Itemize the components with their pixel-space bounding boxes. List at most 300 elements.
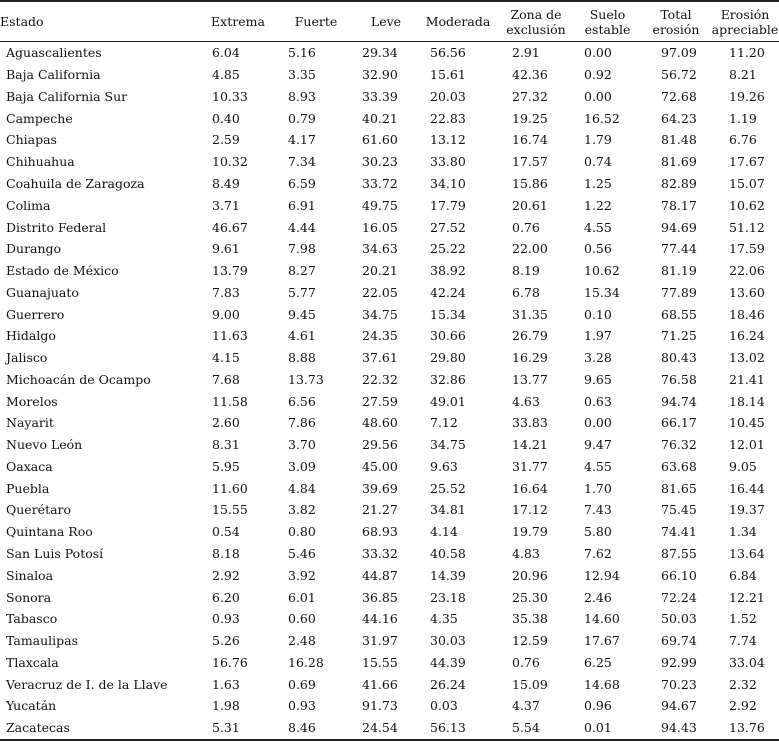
value-cell-suelo-estable: 0.01 [574, 717, 641, 740]
table-row [0, 64, 779, 86]
value-cell-extrema: 1.63 [212, 676, 240, 692]
value-cell-zona-de-exclusion: 20.96 [512, 567, 548, 583]
value-cell-suelo-estable: 9.47 [584, 437, 612, 453]
table-row [0, 717, 779, 740]
table-row [0, 456, 779, 478]
value-cell-extrema: 0.93 [212, 611, 240, 627]
value-cell-moderada: 13.12 [430, 132, 466, 148]
value-cell-leve: 44.87 [362, 567, 398, 583]
value-cell-fuerte: 8.93 [288, 88, 316, 104]
state-name-cell: Baja California [6, 67, 101, 83]
table-row [0, 86, 779, 108]
value-cell-zona-de-exclusion: 14.21 [512, 437, 548, 453]
column-header-leve: Leve [354, 1, 418, 42]
value-cell-fuerte: 9.45 [288, 306, 316, 322]
value-cell-total-erosion: 64.23 [661, 110, 697, 126]
value-cell-fuerte: 4.44 [288, 219, 316, 235]
value-cell-extrema: 5.26 [212, 633, 240, 649]
value-cell-leve: 44.16 [362, 611, 398, 627]
table-row [0, 303, 779, 325]
column-header-extrema: Extrema [198, 1, 278, 42]
value-cell-fuerte: 6.91 [288, 197, 316, 213]
table-row [0, 42, 779, 64]
value-cell-fuerte: 5.77 [288, 284, 316, 300]
state-name-cell: Veracruz de I. de la Llave [6, 676, 168, 692]
value-cell-suelo-estable: 0.96 [584, 698, 612, 714]
table-row [0, 281, 779, 303]
value-cell-extrema: 15.55 [212, 502, 248, 518]
value-cell-leve: 41.66 [362, 676, 398, 692]
value-cell-moderada: 34.75 [430, 437, 466, 453]
value-cell-leve: 20.21 [362, 263, 398, 279]
value-cell-erosion-apreciable: 1.19 [729, 110, 757, 126]
value-cell-fuerte: 0.79 [288, 110, 316, 126]
value-cell-leve: 33.32 [362, 545, 398, 561]
value-cell-zona-de-exclusion: 8.19 [512, 263, 540, 279]
value-cell-suelo-estable: 12.94 [584, 567, 620, 583]
value-cell-zona-de-exclusion: 35.38 [512, 611, 548, 627]
value-cell-moderada: 20.03 [430, 88, 466, 104]
value-cell-extrema: 8.18 [212, 545, 240, 561]
state-name-cell: Michoacán de Ocampo [6, 371, 151, 387]
value-cell-zona-de-exclusion: 4.83 [512, 545, 540, 561]
value-cell-moderada: 15.34 [430, 306, 466, 322]
value-cell-suelo-estable: 0.00 [584, 415, 612, 431]
value-cell-erosion-apreciable: 51.12 [729, 219, 765, 235]
value-cell-moderada: 14.39 [430, 567, 466, 583]
state-name-cell: Durango [6, 241, 62, 257]
value-cell-erosion-apreciable: 8.21 [729, 67, 757, 83]
value-cell-total-erosion: 77.44 [661, 241, 697, 257]
value-cell-total-erosion: 56.72 [661, 67, 697, 83]
table-body [0, 42, 779, 740]
state-name-cell: Tabasco [6, 611, 58, 627]
value-cell-fuerte: 0.60 [288, 611, 316, 627]
value-cell-leve: 36.85 [362, 589, 398, 605]
value-cell-erosion-apreciable: 16.24 [729, 328, 765, 344]
state-name-cell: Oaxaca [6, 458, 53, 474]
value-cell-erosion-apreciable: 21.41 [729, 371, 765, 387]
value-cell-moderada: 17.79 [430, 197, 466, 213]
value-cell-extrema: 5.95 [212, 458, 240, 474]
state-name-cell: Baja California Sur [6, 88, 128, 104]
state-name-cell: San Luis Potosí [6, 545, 104, 561]
value-cell-leve: 24.35 [362, 328, 398, 344]
value-cell-moderada: 32.86 [430, 371, 466, 387]
value-cell-fuerte: 8.27 [288, 263, 316, 279]
column-header-fuerte: Fuerte [278, 1, 354, 42]
value-cell-moderada: 0.03 [430, 698, 458, 714]
table-row [0, 477, 779, 499]
table-header [0, 1, 779, 42]
table-row [0, 151, 779, 173]
value-cell-moderada: 44.39 [430, 654, 466, 670]
column-header-estado: Estado [0, 1, 198, 42]
value-cell-zona-de-exclusion: 17.12 [512, 502, 548, 518]
value-cell-fuerte: 7.98 [288, 241, 316, 257]
table-row [0, 173, 779, 195]
value-cell-suelo-estable: 15.34 [584, 284, 620, 300]
value-cell-erosion-apreciable: 13.64 [729, 545, 765, 561]
value-cell-fuerte: 0.93 [288, 698, 316, 714]
value-cell-leve: 22.32 [362, 371, 398, 387]
value-cell-zona-de-exclusion: 6.78 [512, 284, 540, 300]
state-name-cell: Nuevo León [6, 437, 83, 453]
value-cell-erosion-apreciable: 6.84 [729, 567, 757, 583]
value-cell-total-erosion: 81.19 [661, 263, 697, 279]
table-row [0, 608, 779, 630]
value-cell-leve: 30.23 [362, 154, 398, 170]
value-cell-leve: 68.93 [362, 524, 398, 540]
value-cell-fuerte: 6.59 [288, 175, 316, 191]
value-cell-erosion-apreciable: 7.74 [729, 633, 757, 649]
state-name-cell: Coahuila de Zaragoza [6, 175, 145, 191]
value-cell-suelo-estable: 2.46 [584, 589, 612, 605]
value-cell-extrema: 8.49 [212, 175, 240, 191]
value-cell-suelo-estable: 0.74 [584, 154, 612, 170]
value-cell-fuerte: 3.09 [288, 458, 316, 474]
value-cell-zona-de-exclusion: 26.79 [512, 328, 548, 344]
value-cell-extrema: 4.15 [212, 350, 240, 366]
value-cell-total-erosion: 81.48 [661, 132, 697, 148]
table-row [0, 238, 779, 260]
value-cell-extrema: 9.61 [212, 241, 240, 257]
value-cell-fuerte: 2.48 [288, 633, 316, 649]
value-cell-suelo-estable: 10.62 [584, 263, 620, 279]
value-cell-zona-de-exclusion: 22.00 [512, 241, 548, 257]
state-name-cell: Chiapas [6, 132, 57, 148]
value-cell-zona-de-exclusion: 20.61 [512, 197, 548, 213]
value-cell-extrema: 11.58 [212, 393, 248, 409]
value-cell-moderada: 4.14 [430, 524, 458, 540]
value-cell-zona-de-exclusion: 4.37 [512, 698, 540, 714]
value-cell-fuerte: 3.70 [288, 437, 316, 453]
value-cell-moderada: 29.80 [430, 350, 466, 366]
value-cell-leve: 45.00 [362, 458, 398, 474]
state-name-cell: Chihuahua [6, 154, 75, 170]
value-cell-erosion-apreciable: 13.76 [711, 717, 779, 740]
value-cell-extrema: 2.92 [212, 567, 240, 583]
state-name-cell: Tamaulipas [6, 633, 79, 649]
state-name-cell: Querétaro [6, 502, 72, 518]
state-name-cell: Zacatecas [0, 717, 198, 740]
column-header-suelo-estable: Suelo estable [574, 1, 641, 42]
value-cell-extrema: 0.40 [212, 110, 240, 126]
value-cell-suelo-estable: 0.00 [584, 45, 612, 61]
value-cell-suelo-estable: 0.92 [584, 67, 612, 83]
value-cell-leve: 21.27 [362, 502, 398, 518]
value-cell-moderada: 34.10 [430, 175, 466, 191]
value-cell-erosion-apreciable: 6.76 [729, 132, 757, 148]
value-cell-leve: 61.60 [362, 132, 398, 148]
value-cell-total-erosion: 70.23 [661, 676, 697, 692]
value-cell-extrema: 7.68 [212, 371, 240, 387]
value-cell-leve: 32.90 [362, 67, 398, 83]
value-cell-leve: 33.72 [362, 175, 398, 191]
value-cell-leve: 22.05 [362, 284, 398, 300]
value-cell-fuerte: 13.73 [288, 371, 324, 387]
state-name-cell: Tlaxcala [6, 654, 59, 670]
value-cell-extrema: 10.33 [212, 88, 248, 104]
value-cell-erosion-apreciable: 1.52 [729, 611, 757, 627]
value-cell-leve: 24.54 [354, 717, 418, 740]
value-cell-total-erosion: 81.69 [661, 154, 697, 170]
value-cell-total-erosion: 50.03 [661, 611, 697, 627]
value-cell-erosion-apreciable: 17.59 [729, 241, 765, 257]
table-row [0, 651, 779, 673]
value-cell-suelo-estable: 1.22 [584, 197, 612, 213]
state-name-cell: Hidalgo [6, 328, 56, 344]
value-cell-extrema: 46.67 [212, 219, 248, 235]
value-cell-leve: 91.73 [362, 698, 398, 714]
value-cell-fuerte: 4.17 [288, 132, 316, 148]
value-cell-extrema: 11.63 [212, 328, 248, 344]
table-row [0, 630, 779, 652]
value-cell-moderada: 7.12 [430, 415, 458, 431]
value-cell-erosion-apreciable: 16.44 [729, 480, 765, 496]
value-cell-extrema: 13.79 [212, 263, 248, 279]
value-cell-erosion-apreciable: 2.92 [729, 698, 757, 714]
value-cell-zona-de-exclusion: 16.64 [512, 480, 548, 496]
value-cell-extrema: 9.00 [212, 306, 240, 322]
value-cell-fuerte: 0.69 [288, 676, 316, 692]
value-cell-leve: 39.69 [362, 480, 398, 496]
value-cell-extrema: 3.71 [212, 197, 240, 213]
value-cell-leve: 29.34 [362, 45, 398, 61]
value-cell-zona-de-exclusion: 2.91 [512, 45, 540, 61]
value-cell-leve: 40.21 [362, 110, 398, 126]
value-cell-moderada: 4.35 [430, 611, 458, 627]
value-cell-leve: 34.63 [362, 241, 398, 257]
value-cell-fuerte: 6.01 [288, 589, 316, 605]
value-cell-total-erosion: 78.17 [661, 197, 697, 213]
table-row [0, 107, 779, 129]
value-cell-zona-de-exclusion: 0.76 [512, 219, 540, 235]
column-header-total-erosion: Total erosión [641, 1, 711, 42]
value-cell-extrema: 11.60 [212, 480, 248, 496]
table-row [0, 564, 779, 586]
table-row [0, 586, 779, 608]
value-cell-leve: 15.55 [362, 654, 398, 670]
table-row [0, 129, 779, 151]
value-cell-erosion-apreciable: 11.20 [729, 45, 765, 61]
table-row [0, 434, 779, 456]
value-cell-extrema: 4.85 [212, 67, 240, 83]
value-cell-suelo-estable: 7.62 [584, 545, 612, 561]
value-cell-moderada: 34.81 [430, 502, 466, 518]
state-name-cell: Yucatán [6, 698, 57, 714]
value-cell-zona-de-exclusion: 16.29 [512, 350, 548, 366]
value-cell-extrema: 10.32 [212, 154, 248, 170]
value-cell-zona-de-exclusion: 15.86 [512, 175, 548, 191]
value-cell-moderada: 23.18 [430, 589, 466, 605]
value-cell-fuerte: 5.16 [288, 45, 316, 61]
value-cell-total-erosion: 81.65 [661, 480, 697, 496]
value-cell-zona-de-exclusion: 16.74 [512, 132, 548, 148]
table-row [0, 412, 779, 434]
value-cell-total-erosion: 94.74 [661, 393, 697, 409]
state-name-cell: Distrito Federal [6, 219, 107, 235]
value-cell-total-erosion: 68.55 [661, 306, 697, 322]
state-name-cell: Estado de México [6, 263, 119, 279]
value-cell-erosion-apreciable: 1.34 [729, 524, 757, 540]
value-cell-zona-de-exclusion: 31.35 [512, 306, 548, 322]
value-cell-suelo-estable: 1.70 [584, 480, 612, 496]
value-cell-suelo-estable: 4.55 [584, 219, 612, 235]
value-cell-fuerte: 8.46 [278, 717, 354, 740]
value-cell-total-erosion: 71.25 [661, 328, 697, 344]
table-row [0, 499, 779, 521]
table-row [0, 347, 779, 369]
state-name-cell: Guanajuato [6, 284, 79, 300]
value-cell-total-erosion: 97.09 [661, 45, 697, 61]
value-cell-erosion-apreciable: 13.02 [729, 350, 765, 366]
value-cell-fuerte: 3.92 [288, 567, 316, 583]
value-cell-total-erosion: 94.69 [661, 219, 697, 235]
value-cell-erosion-apreciable: 12.21 [729, 589, 765, 605]
value-cell-erosion-apreciable: 13.60 [729, 284, 765, 300]
value-cell-suelo-estable: 7.43 [584, 502, 612, 518]
value-cell-moderada: 26.24 [430, 676, 466, 692]
value-cell-extrema: 2.60 [212, 415, 240, 431]
state-name-cell: Aguascalientes [6, 45, 102, 61]
value-cell-fuerte: 3.82 [288, 502, 316, 518]
value-cell-zona-de-exclusion: 27.32 [512, 88, 548, 104]
value-cell-moderada: 38.92 [430, 263, 466, 279]
value-cell-total-erosion: 94.67 [661, 698, 697, 714]
value-cell-suelo-estable: 16.52 [584, 110, 620, 126]
value-cell-fuerte: 3.35 [288, 67, 316, 83]
value-cell-suelo-estable: 0.56 [584, 241, 612, 257]
value-cell-moderada: 30.03 [430, 633, 466, 649]
state-name-cell: Jalisco [6, 350, 48, 366]
value-cell-leve: 27.59 [362, 393, 398, 409]
value-cell-extrema: 0.54 [212, 524, 240, 540]
value-cell-erosion-apreciable: 2.32 [729, 676, 757, 692]
value-cell-moderada: 25.52 [430, 480, 466, 496]
value-cell-total-erosion: 76.58 [661, 371, 697, 387]
table-row [0, 194, 779, 216]
value-cell-erosion-apreciable: 10.62 [729, 197, 765, 213]
value-cell-zona-de-exclusion: 19.25 [512, 110, 548, 126]
value-cell-moderada: 56.56 [430, 45, 466, 61]
value-cell-fuerte: 4.61 [288, 328, 316, 344]
value-cell-extrema: 2.59 [212, 132, 240, 148]
value-cell-suelo-estable: 5.80 [584, 524, 612, 540]
value-cell-erosion-apreciable: 33.04 [729, 654, 765, 670]
value-cell-fuerte: 0.80 [288, 524, 316, 540]
value-cell-zona-de-exclusion: 17.57 [512, 154, 548, 170]
value-cell-moderada: 30.66 [430, 328, 466, 344]
value-cell-fuerte: 5.46 [288, 545, 316, 561]
value-cell-total-erosion: 94.43 [641, 717, 711, 740]
value-cell-moderada: 27.52 [430, 219, 466, 235]
value-cell-zona-de-exclusion: 13.77 [512, 371, 548, 387]
table-row [0, 521, 779, 543]
value-cell-extrema: 16.76 [212, 654, 248, 670]
value-cell-moderada: 42.24 [430, 284, 466, 300]
value-cell-leve: 31.97 [362, 633, 398, 649]
value-cell-fuerte: 16.28 [288, 654, 324, 670]
state-name-cell: Morelos [6, 393, 58, 409]
table-row [0, 368, 779, 390]
value-cell-erosion-apreciable: 17.67 [729, 154, 765, 170]
value-cell-suelo-estable: 14.68 [584, 676, 620, 692]
value-cell-total-erosion: 82.89 [661, 175, 697, 191]
value-cell-zona-de-exclusion: 33.83 [512, 415, 548, 431]
table-row [0, 325, 779, 347]
value-cell-suelo-estable: 9.65 [584, 371, 612, 387]
value-cell-leve: 34.75 [362, 306, 398, 322]
value-cell-zona-de-exclusion: 5.54 [498, 717, 574, 740]
value-cell-erosion-apreciable: 9.05 [729, 458, 757, 474]
state-name-cell: Quintana Roo [6, 524, 93, 540]
value-cell-suelo-estable: 0.00 [584, 88, 612, 104]
value-cell-erosion-apreciable: 22.06 [729, 263, 765, 279]
value-cell-zona-de-exclusion: 12.59 [512, 633, 548, 649]
value-cell-zona-de-exclusion: 0.76 [512, 654, 540, 670]
value-cell-suelo-estable: 6.25 [584, 654, 612, 670]
value-cell-extrema: 7.83 [212, 284, 240, 300]
value-cell-leve: 33.39 [362, 88, 398, 104]
value-cell-total-erosion: 80.43 [661, 350, 697, 366]
state-name-cell: Puebla [6, 480, 50, 496]
value-cell-erosion-apreciable: 18.14 [729, 393, 765, 409]
state-name-cell: Nayarit [6, 415, 54, 431]
value-cell-fuerte: 7.86 [288, 415, 316, 431]
value-cell-total-erosion: 63.68 [661, 458, 697, 474]
value-cell-total-erosion: 76.32 [661, 437, 697, 453]
value-cell-moderada: 9.63 [430, 458, 458, 474]
value-cell-suelo-estable: 0.63 [584, 393, 612, 409]
column-header-moderada: Moderada [418, 1, 498, 42]
value-cell-moderada: 49.01 [430, 393, 466, 409]
value-cell-fuerte: 4.84 [288, 480, 316, 496]
value-cell-leve: 37.61 [362, 350, 398, 366]
table-row [0, 543, 779, 565]
value-cell-erosion-apreciable: 12.01 [729, 437, 765, 453]
value-cell-suelo-estable: 1.79 [584, 132, 612, 148]
column-header-erosion-apreciable: Erosión apreciable [711, 1, 779, 42]
value-cell-suelo-estable: 17.67 [584, 633, 620, 649]
value-cell-total-erosion: 72.24 [661, 589, 697, 605]
value-cell-extrema: 6.20 [212, 589, 240, 605]
state-name-cell: Sinaloa [6, 567, 54, 583]
value-cell-zona-de-exclusion: 19.79 [512, 524, 548, 540]
state-name-cell: Sonora [6, 589, 52, 605]
state-name-cell: Colima [6, 197, 51, 213]
state-name-cell: Campeche [6, 110, 73, 126]
value-cell-zona-de-exclusion: 42.36 [512, 67, 548, 83]
value-cell-erosion-apreciable: 15.07 [729, 175, 765, 191]
value-cell-moderada: 56.13 [418, 717, 498, 740]
header-row [0, 1, 779, 42]
value-cell-fuerte: 8.88 [288, 350, 316, 366]
value-cell-moderada: 15.61 [430, 67, 466, 83]
value-cell-suelo-estable: 1.25 [584, 175, 612, 191]
value-cell-total-erosion: 74.41 [661, 524, 697, 540]
value-cell-total-erosion: 87.55 [661, 545, 697, 561]
value-cell-moderada: 40.58 [430, 545, 466, 561]
value-cell-total-erosion: 77.89 [661, 284, 697, 300]
column-header-zona-de-exclusion: Zona de exclusión [498, 1, 574, 42]
value-cell-total-erosion: 69.74 [661, 633, 697, 649]
value-cell-zona-de-exclusion: 4.63 [512, 393, 540, 409]
value-cell-leve: 48.60 [362, 415, 398, 431]
value-cell-suelo-estable: 14.60 [584, 611, 620, 627]
table-row [0, 695, 779, 717]
value-cell-leve: 29.56 [362, 437, 398, 453]
